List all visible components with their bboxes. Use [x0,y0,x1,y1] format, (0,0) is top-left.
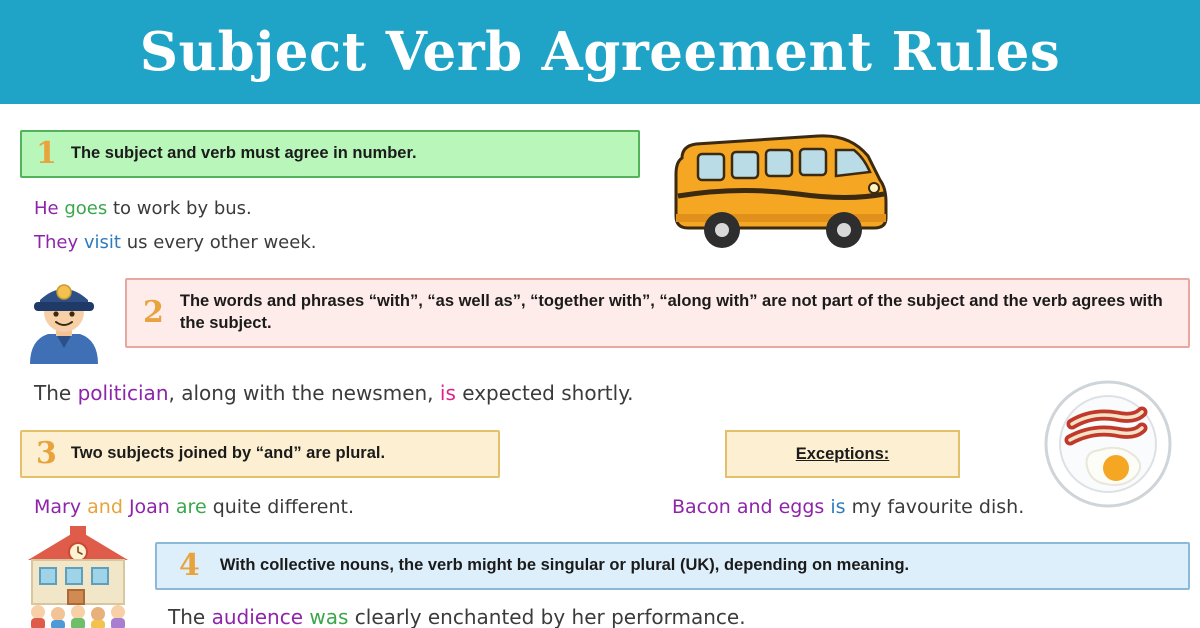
example-2-rest: us every other week. [126,232,317,253]
rule-text-4: With collective nouns, the verb might be singular or plural (UK), depending on meaning. [219,556,910,575]
example-sentence-4 [34,496,354,518]
rule-text-1: The subject and verb must agree in number. [70,144,417,163]
rule-number-4: 4 [179,548,200,583]
rule-number-2: 2 [143,295,164,330]
page-header [0,0,1200,104]
example-4-subject-b: Joan [128,496,170,518]
rule-box-1 [20,130,640,178]
rule-text-3: Two subjects joined by “and” are plural. [70,444,386,463]
example-3-verb: is [439,381,456,405]
example-4-conjunction: and [87,496,123,518]
example-4-verb: are [175,496,207,518]
school-building-icon [18,520,158,628]
page-title: Subject Verb Agreement Rules [139,21,1061,83]
rule-box-4 [155,542,1190,590]
example-1-subject: He [34,198,59,219]
school-bus-icon [668,118,896,258]
example-sentence-2 [34,232,316,253]
example-3-part3: , along with the newsmen, [168,381,440,405]
example-sentence-1 [34,198,252,219]
rule-text-2: The words and phrases “with”, “as well as”, “together with”, “along with” are not part of the subject and the verb agrees with the subject. [179,292,1163,332]
example-6-part1: The [168,605,212,628]
example-5-verb: is [830,496,846,518]
example-6-verb: was [309,605,349,628]
example-3-subject: politician [77,381,169,405]
rule-number-3: 3 [36,436,57,471]
example-3-part1: The [34,381,78,405]
exceptions-box [725,430,960,478]
example-6-rest: clearly enchanted by her performance. [348,605,746,628]
example-5-rest: my favourite dish. [851,496,1025,518]
example-6-subject: audience [211,605,304,628]
rule-box-3 [20,430,500,478]
example-sentence-5 [672,496,1024,518]
exceptions-label: Exceptions: [795,444,890,463]
example-1-rest: to work by bus. [112,198,252,219]
example-sentence-6 [168,605,746,628]
bacon-and-eggs-icon [1042,378,1174,510]
example-4-subject-a: Mary [34,496,82,518]
example-sentence-3 [34,381,634,405]
rule-box-2 [125,278,1190,348]
police-officer-icon [18,272,110,364]
example-3-part5: expected shortly. [462,381,634,405]
example-4-rest: quite different. [212,496,354,518]
example-2-verb: visit [83,232,121,253]
example-5-subject: Bacon and eggs [672,496,825,518]
example-2-subject: They [34,232,79,253]
example-1-verb: goes [64,198,108,219]
rule-number-1: 1 [36,136,57,171]
